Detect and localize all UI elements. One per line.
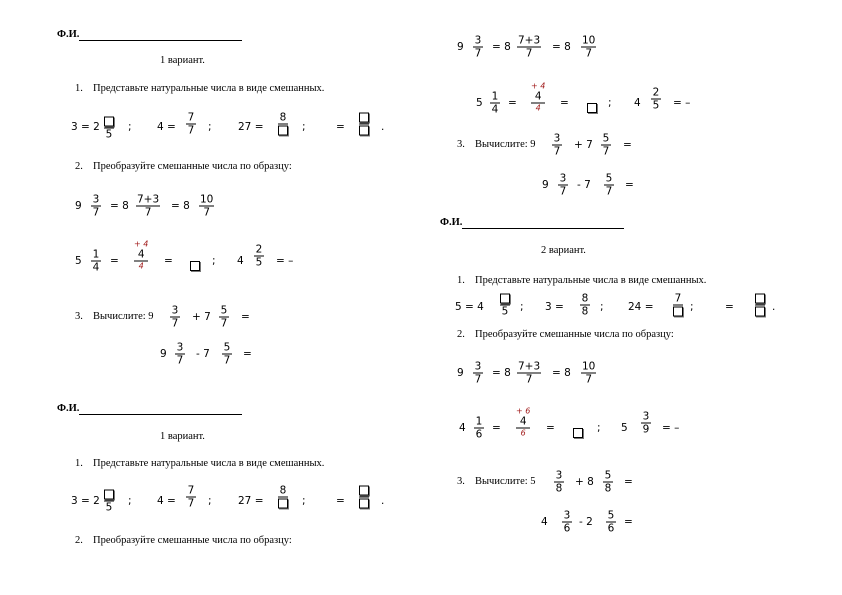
- handwritten-note: 4: [138, 261, 144, 271]
- handwritten-fraction: [531, 82, 545, 113]
- handwritten-note: 6: [520, 428, 526, 438]
- handwritten-note: + 4: [531, 81, 546, 91]
- fraction: [104, 489, 114, 514]
- denominator: 7: [602, 145, 610, 158]
- task-number: 1.: [75, 458, 83, 469]
- numerator: 3: [642, 410, 650, 423]
- denominator: 7: [474, 373, 482, 386]
- numerator: 4: [519, 415, 527, 428]
- expr-text: - 7: [577, 179, 591, 191]
- name-line: [462, 228, 624, 229]
- expr-text: = 8: [171, 200, 190, 212]
- whole-number: 9: [457, 367, 464, 379]
- handwritten-fraction: [134, 240, 148, 271]
- task-number: 3.: [457, 139, 465, 150]
- whole-number: 9: [75, 200, 82, 212]
- denominator: 8: [604, 482, 612, 495]
- equals: =: [492, 422, 501, 434]
- fraction: [91, 249, 101, 274]
- denominator: 7: [220, 317, 228, 330]
- blank-box: [573, 424, 583, 442]
- task-number: 2.: [457, 329, 465, 340]
- expr-text: = 8: [552, 41, 571, 53]
- task-number: 3.: [75, 311, 83, 322]
- separator: ;: [520, 301, 524, 313]
- equals: =: [241, 311, 250, 323]
- expr-text: = 8: [110, 200, 129, 212]
- numerator: 5: [607, 509, 615, 522]
- whole-number: 5: [621, 422, 628, 434]
- numerator: 3: [474, 360, 482, 373]
- whole-number: 9: [160, 348, 167, 360]
- numerator: 1: [475, 415, 483, 428]
- whole-number: 4: [237, 255, 244, 267]
- denominator: 8: [581, 305, 589, 318]
- fraction: [104, 116, 114, 141]
- fraction: [517, 35, 541, 60]
- separator: ;: [302, 121, 306, 133]
- expr-text: = –: [662, 422, 680, 434]
- expr-text: + 7: [192, 311, 211, 323]
- blank-box: [500, 294, 510, 304]
- blank-box: [673, 307, 683, 317]
- blank-box: [359, 113, 369, 123]
- denominator: 7: [223, 354, 231, 367]
- task-2-text: Преобразуйте смешанные числа по образцу:: [93, 161, 292, 172]
- task-number: 3.: [457, 476, 465, 487]
- numerator: 7: [674, 292, 682, 305]
- separator: ;: [208, 495, 212, 507]
- numerator: 8: [279, 484, 287, 497]
- numerator: 7+3: [137, 193, 160, 206]
- denominator: 7: [474, 47, 482, 60]
- expr-text: = 8: [492, 41, 511, 53]
- whole-number: 9: [457, 41, 464, 53]
- numerator: 4: [534, 90, 542, 103]
- name-label: Ф.И.: [440, 217, 463, 228]
- denominator: 5: [105, 128, 113, 141]
- denominator: 8: [555, 482, 563, 495]
- numerator: 10: [200, 193, 214, 206]
- blank-box: [359, 486, 369, 496]
- separator: ;: [208, 121, 212, 133]
- fraction: [359, 485, 369, 510]
- name-line: [79, 414, 242, 415]
- numerator: 4: [137, 248, 145, 261]
- expr-text: 4 =: [157, 495, 176, 507]
- numerator: 7: [187, 111, 195, 124]
- numerator: 5: [605, 172, 613, 185]
- expr-text: = 8: [492, 367, 511, 379]
- blank-box: [104, 490, 114, 500]
- task-2-text: Преобразуйте смешанные числа по образцу:: [93, 535, 292, 546]
- equals: =: [624, 516, 633, 528]
- fraction: [91, 194, 101, 219]
- fraction: [552, 133, 562, 158]
- handwritten-note: 4: [535, 103, 541, 113]
- fraction: [473, 35, 483, 60]
- expr-text: 3 = 2: [71, 495, 100, 507]
- handwritten-note: + 4: [134, 239, 149, 249]
- variant-title: 2 вариант.: [541, 245, 586, 256]
- blank-box: [104, 117, 114, 127]
- numerator: 1: [491, 90, 499, 103]
- task-3-text: Вычислите: 5: [475, 476, 536, 487]
- denominator: 7: [176, 354, 184, 367]
- numerator: 2: [255, 243, 263, 256]
- denominator: 5: [652, 99, 660, 112]
- equals: =: [560, 97, 569, 109]
- whole-number: 4: [459, 422, 466, 434]
- fraction: [278, 112, 288, 137]
- blank-box: [587, 99, 597, 117]
- fraction: [500, 293, 510, 318]
- fraction: [473, 361, 483, 386]
- fraction: [606, 510, 616, 535]
- denominator: 5: [255, 256, 263, 269]
- denominator: 9: [642, 423, 650, 436]
- denominator: 7: [171, 317, 179, 330]
- denominator: 7: [144, 206, 152, 219]
- numerator: 7: [187, 484, 195, 497]
- name-label: Ф.И.: [57, 403, 80, 414]
- numerator: 10: [582, 34, 596, 47]
- whole-number: 4: [541, 516, 548, 528]
- denominator: 7: [559, 185, 567, 198]
- blank-box: [190, 257, 200, 275]
- separator: ;: [690, 301, 694, 313]
- fraction: [554, 470, 564, 495]
- numerator: 3: [553, 132, 561, 145]
- numerator: 5: [604, 469, 612, 482]
- equals: =: [164, 255, 173, 267]
- fraction: [641, 411, 651, 436]
- numerator: 5: [602, 132, 610, 145]
- task-1-text: Представьте натуральные числа в виде смешанных.: [475, 275, 707, 286]
- fraction: [581, 35, 596, 60]
- separator: ;: [600, 301, 604, 313]
- expr-text: 27 =: [238, 495, 264, 507]
- fraction: [755, 293, 765, 318]
- fraction: [604, 173, 614, 198]
- numerator: 8: [581, 292, 589, 305]
- expr-text: 5 = 4: [455, 301, 484, 313]
- fraction: [136, 194, 160, 219]
- fraction: [199, 194, 214, 219]
- variant-title: 1 вариант.: [160, 55, 205, 66]
- denominator: 7: [605, 185, 613, 198]
- numerator: 5: [223, 341, 231, 354]
- task-1-text: Представьте натуральные числа в виде смешанных.: [93, 83, 325, 94]
- blank-box: [755, 307, 765, 317]
- equals: =: [725, 301, 734, 313]
- handwritten-note: + 6: [516, 406, 531, 416]
- denominator: 7: [525, 373, 533, 386]
- equals: =: [623, 139, 632, 151]
- denominator: 7: [525, 47, 533, 60]
- task-number: 1.: [75, 83, 83, 94]
- fraction: [490, 91, 500, 116]
- fraction: [175, 342, 185, 367]
- denominator: 6: [607, 522, 615, 535]
- denominator: 7: [585, 47, 593, 60]
- denominator: 7: [203, 206, 211, 219]
- fraction: [581, 361, 596, 386]
- fraction: [651, 87, 661, 112]
- denominator: 5: [105, 501, 113, 514]
- numerator: 3: [563, 509, 571, 522]
- whole-number: 9: [542, 179, 549, 191]
- denominator: 7: [553, 145, 561, 158]
- expr-text: 3 =: [545, 301, 564, 313]
- expr-text: - 7: [196, 348, 210, 360]
- separator: ;: [597, 422, 601, 434]
- equals: =: [546, 422, 555, 434]
- blank-box: [359, 499, 369, 509]
- equals: =: [110, 255, 119, 267]
- expr-text: - 2: [579, 516, 593, 528]
- handwritten-fraction: [516, 407, 530, 438]
- task-number: 1.: [457, 275, 465, 286]
- blank-box: [755, 294, 765, 304]
- blank-box: [359, 126, 369, 136]
- variant-title: 1 вариант.: [160, 431, 205, 442]
- numerator: 3: [92, 193, 100, 206]
- fraction: [186, 112, 196, 137]
- task-number: 2.: [75, 535, 83, 546]
- separator: ;: [128, 495, 132, 507]
- equals: =: [508, 97, 517, 109]
- expr-text: 4 =: [157, 121, 176, 133]
- expr-text: + 7: [574, 139, 593, 151]
- whole-number: 5: [476, 97, 483, 109]
- task-2-text: Преобразуйте смешанные числа по образцу:: [475, 329, 674, 340]
- fraction: [222, 342, 232, 367]
- numerator: 10: [582, 360, 596, 373]
- fraction: [359, 112, 369, 137]
- denominator: 4: [491, 103, 499, 116]
- numerator: 7+3: [518, 360, 541, 373]
- numerator: 7+3: [518, 34, 541, 47]
- whole-number: 4: [634, 97, 641, 109]
- period: .: [772, 301, 776, 313]
- fraction: [219, 305, 229, 330]
- denominator: 7: [92, 206, 100, 219]
- fraction: [170, 305, 180, 330]
- fraction: [580, 293, 590, 318]
- task-number: 2.: [75, 161, 83, 172]
- numerator: 3: [176, 341, 184, 354]
- numerator: 2: [652, 86, 660, 99]
- expr-text: = –: [276, 255, 294, 267]
- separator: ;: [212, 255, 216, 267]
- separator: ;: [608, 97, 612, 109]
- blank-box: [278, 499, 288, 509]
- expr-text: + 8: [575, 476, 594, 488]
- task-3-text: Вычислите: 9: [93, 311, 154, 322]
- expr-text: = 8: [552, 367, 571, 379]
- equals: =: [243, 348, 252, 360]
- name-label: Ф.И.: [57, 29, 80, 40]
- denominator: 4: [92, 261, 100, 274]
- fraction: [562, 510, 572, 535]
- expr-text: = –: [673, 97, 691, 109]
- period: .: [381, 495, 385, 507]
- expr-text: 3 = 2: [71, 121, 100, 133]
- whole-number: 5: [75, 255, 82, 267]
- task-1-text: Представьте натуральные числа в виде смешанных.: [93, 458, 325, 469]
- expr-text: 24 =: [628, 301, 654, 313]
- numerator: 8: [279, 111, 287, 124]
- denominator: 5: [501, 305, 509, 318]
- fraction: [601, 133, 611, 158]
- equals: =: [625, 179, 634, 191]
- fraction: [673, 293, 683, 318]
- numerator: 1: [92, 248, 100, 261]
- task-3-text: Вычислите: 9: [475, 139, 536, 150]
- fraction: [558, 173, 568, 198]
- fraction: [186, 485, 196, 510]
- name-line: [79, 40, 242, 41]
- numerator: 3: [171, 304, 179, 317]
- denominator: 7: [585, 373, 593, 386]
- expr-text: 27 =: [238, 121, 264, 133]
- fraction: [474, 416, 484, 441]
- denominator: 6: [563, 522, 571, 535]
- numerator: 5: [220, 304, 228, 317]
- numerator: 3: [555, 469, 563, 482]
- equals: =: [624, 476, 633, 488]
- denominator: 6: [475, 428, 483, 441]
- numerator: 3: [559, 172, 567, 185]
- denominator: 7: [187, 124, 195, 137]
- denominator: 7: [187, 497, 195, 510]
- fraction: [517, 361, 541, 386]
- fraction: [278, 485, 288, 510]
- fraction: [254, 244, 264, 269]
- blank-box: [278, 126, 288, 136]
- period: .: [381, 121, 385, 133]
- equals: =: [336, 495, 345, 507]
- equals: =: [336, 121, 345, 133]
- numerator: 3: [474, 34, 482, 47]
- separator: ;: [128, 121, 132, 133]
- fraction: [603, 470, 613, 495]
- separator: ;: [302, 495, 306, 507]
